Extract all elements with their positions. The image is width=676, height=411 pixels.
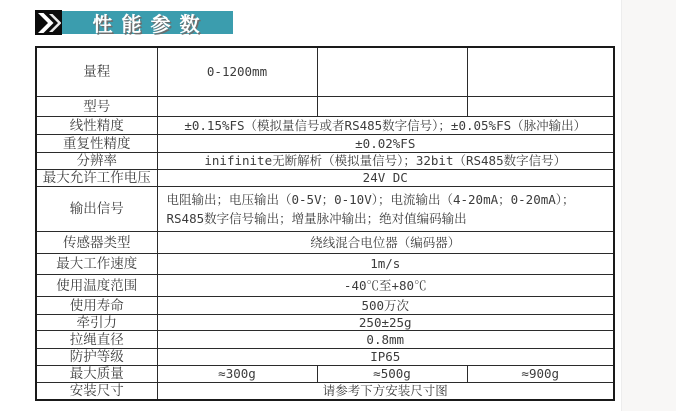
- repeatability-value: ±0.02%FS: [157, 134, 614, 152]
- row-max-working-voltage: [36, 169, 614, 186]
- row-label: 量程: [36, 47, 157, 96]
- row-label: 型号: [36, 96, 157, 116]
- traction-force-value: 250±25g: [157, 314, 614, 330]
- row-resolution: [36, 152, 614, 169]
- max-weight-value-3: ≈900g: [467, 365, 614, 382]
- row-repeatability: [36, 134, 614, 152]
- row-label: 防护等级: [36, 348, 157, 365]
- row-label: 最大质量: [36, 365, 157, 382]
- row-measuring-range: [36, 47, 614, 96]
- row-output-signal: [36, 186, 614, 231]
- model-value-3: [467, 96, 614, 116]
- row-linearity: [36, 116, 614, 134]
- row-sensor-type: [36, 231, 614, 253]
- max-speed-value: 1m/s: [157, 253, 614, 274]
- row-mounting-dimensions: [36, 382, 614, 400]
- model-value: [157, 96, 317, 116]
- row-label: 传感器类型: [36, 231, 157, 253]
- mounting-dimensions-value: 请参考下方安装尺寸图: [157, 382, 614, 400]
- row-temperature-range: [36, 274, 614, 296]
- spec-table: [35, 46, 615, 401]
- row-label: 线性精度: [36, 116, 157, 134]
- temperature-range-value: -40℃至+80℃: [157, 274, 614, 296]
- range-value-3: [467, 47, 614, 96]
- row-max-speed: [36, 253, 614, 274]
- row-service-life: [36, 296, 614, 314]
- output-signal-value: [157, 186, 614, 231]
- section-title: 性能参数: [62, 11, 233, 34]
- resolution-value: inifinite无断解析（模拟量信号）；32bit（RS485数字信号）: [157, 152, 614, 169]
- row-label: 分辨率: [36, 152, 157, 169]
- range-value: 0-1200mm: [157, 47, 317, 96]
- output-signal-line-2: RS485数字信号输出；增量脉冲输出；绝对值编码输出: [166, 210, 467, 226]
- row-label: 使用温度范围: [36, 274, 157, 296]
- output-signal-line-1: 电阻输出；电压输出（0-5V；0-10V）；电流输出（4-20mA；0-20mA）；: [166, 191, 575, 207]
- max-weight-value-1: ≈300g: [157, 365, 317, 382]
- row-label: 输出信号: [36, 186, 157, 231]
- sensor-type-value: 绕线混合电位器（编码器）: [157, 231, 614, 253]
- service-life-value: 500万次: [157, 296, 614, 314]
- protection-rating-value: IP65: [157, 348, 614, 365]
- max-weight-value-2: ≈500g: [317, 365, 467, 382]
- row-model: [36, 96, 614, 116]
- page-edge-band: [621, 0, 676, 411]
- cable-diameter-value: 0.8mm: [157, 330, 614, 348]
- row-cable-diameter: [36, 330, 614, 348]
- row-max-weight: [36, 365, 614, 382]
- row-label: 牵引力: [36, 314, 157, 330]
- model-value-2: [317, 96, 467, 116]
- row-label: 安装尺寸: [36, 382, 157, 400]
- row-protection-rating: [36, 348, 614, 365]
- max-voltage-value: 24V DC: [157, 169, 614, 186]
- row-label: 最大允许工作电压: [36, 169, 157, 186]
- section-header: [35, 10, 233, 35]
- range-value-2: [317, 47, 467, 96]
- row-label: 最大工作速度: [36, 253, 157, 274]
- double-chevron-icon: [35, 10, 62, 35]
- row-label: 重复性精度: [36, 134, 157, 152]
- row-traction-force: [36, 314, 614, 330]
- row-label: 使用寿命: [36, 296, 157, 314]
- row-label: 拉绳直径: [36, 330, 157, 348]
- linearity-value: ±0.15%FS（模拟量信号或者RS485数字信号）；±0.05%FS（脉冲输出）: [157, 116, 614, 134]
